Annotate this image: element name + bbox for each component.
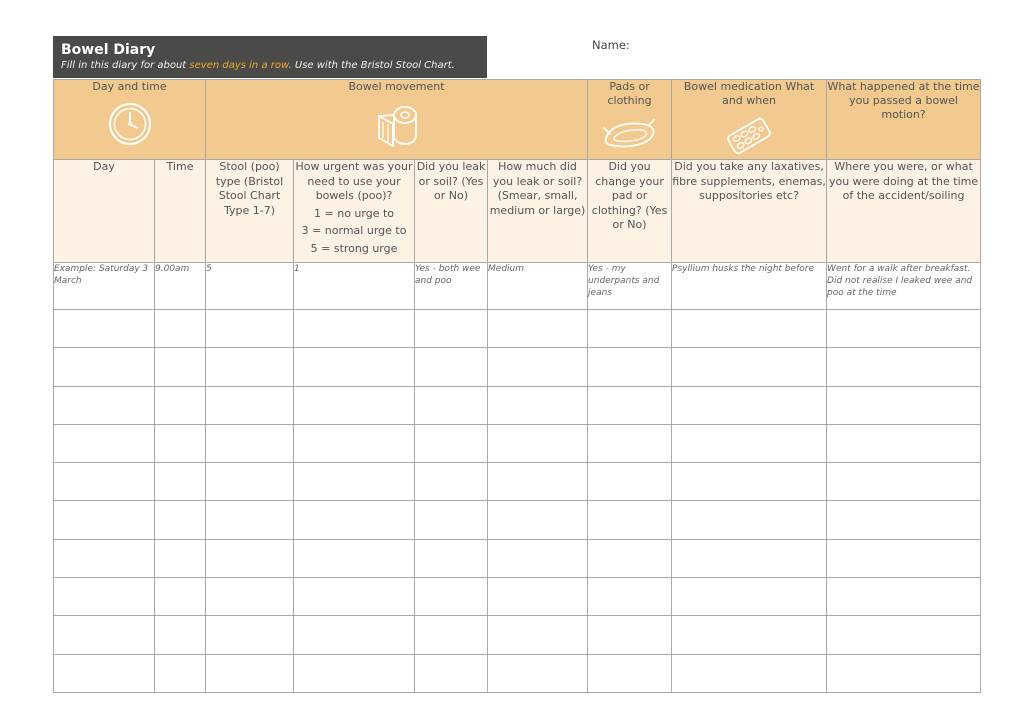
col-stool-type-header: Stool (poo) type (Bristol Stool Chart Type 1-7)	[206, 160, 294, 263]
example-where	[827, 263, 981, 310]
entry-time-cell[interactable]	[155, 539, 206, 577]
entry-where-cell[interactable]	[827, 654, 981, 692]
diary-entry-row[interactable]	[54, 539, 981, 577]
example-leak-amount: Medium	[488, 263, 588, 310]
group-header-row	[54, 80, 981, 160]
entry-change-pad-cell[interactable]	[588, 348, 672, 386]
entry-medication-cell[interactable]	[672, 310, 827, 348]
entry-leak-amount-cell[interactable]	[488, 578, 588, 616]
entry-medication-cell[interactable]	[672, 424, 827, 462]
group-day-time	[54, 80, 206, 160]
entry-leak-cell[interactable]	[415, 578, 488, 616]
entry-leak-cell[interactable]	[415, 424, 488, 462]
entry-stool-type-cell[interactable]	[206, 539, 294, 577]
entry-medication-cell[interactable]	[672, 348, 827, 386]
example-time: 9.00am	[155, 263, 206, 310]
example-day: Example: Saturday 3 March	[54, 263, 155, 310]
entry-where-cell[interactable]	[827, 386, 981, 424]
entry-change-pad-cell[interactable]	[588, 310, 672, 348]
entry-change-pad-cell[interactable]	[588, 578, 672, 616]
entry-urgency-cell[interactable]	[294, 424, 415, 462]
diary-entry-row[interactable]	[54, 348, 981, 386]
col-change-pad-header: Did you change your pad or clothing? (Yes or No)	[588, 160, 672, 263]
example-urgency: 1	[294, 263, 415, 310]
col-time-header: Time	[155, 160, 206, 263]
entry-stool-type-cell[interactable]	[206, 501, 294, 539]
diary-title-box	[53, 36, 487, 78]
entry-where-cell[interactable]	[827, 616, 981, 654]
entry-medication-cell[interactable]	[672, 539, 827, 577]
entry-urgency-cell[interactable]	[294, 463, 415, 501]
page-title: Bowel Diary	[61, 42, 156, 58]
entry-day-cell[interactable]	[54, 501, 155, 539]
diary-entry-row[interactable]	[54, 616, 981, 654]
entry-medication-cell[interactable]	[672, 654, 827, 692]
subtitle-text-2: Use with the Bristol Stool Chart.	[291, 60, 455, 71]
group-bowel-movement-label: Bowel movement	[348, 80, 445, 93]
entry-where-cell[interactable]	[827, 310, 981, 348]
col-where-header: Where you were, or what you were doing at the time of the accident/soiling	[827, 160, 981, 263]
entry-leak-cell[interactable]	[415, 654, 488, 692]
entry-urgency-cell[interactable]	[294, 348, 415, 386]
entry-time-cell[interactable]	[155, 310, 206, 348]
entry-change-pad-cell[interactable]	[588, 501, 672, 539]
urgency-question: How urgent was your need to use your bowels (poo)?	[295, 160, 413, 202]
entry-time-cell[interactable]	[155, 616, 206, 654]
entry-time-cell[interactable]	[155, 463, 206, 501]
example-stool-type: 5	[206, 263, 294, 310]
entry-leak-amount-cell[interactable]	[488, 424, 588, 462]
diary-entry-row[interactable]	[54, 654, 981, 692]
entry-medication-cell[interactable]	[672, 578, 827, 616]
entry-medication-cell[interactable]	[672, 463, 827, 501]
page-subtitle	[61, 59, 479, 73]
group-pads	[588, 80, 672, 160]
entry-leak-cell[interactable]	[415, 463, 488, 501]
entry-urgency-cell[interactable]	[294, 539, 415, 577]
entry-leak-cell[interactable]	[415, 616, 488, 654]
col-medication-header: Did you take any laxatives, fibre supplements, enemas, suppositories etc?	[672, 160, 827, 263]
entry-leak-amount-cell[interactable]	[488, 463, 588, 501]
entry-leak-cell[interactable]	[415, 539, 488, 577]
sub-header-row	[54, 160, 981, 263]
entry-day-cell[interactable]	[54, 539, 155, 577]
pill-pack-icon	[724, 116, 774, 156]
col-urgency-header	[294, 160, 415, 263]
group-pads-label: Pads or clothing	[607, 80, 652, 107]
group-what-happened-label: What happened at the time you passed a bowel motion?	[827, 80, 980, 121]
entry-time-cell[interactable]	[155, 501, 206, 539]
entry-change-pad-cell[interactable]	[588, 386, 672, 424]
entry-urgency-cell[interactable]	[294, 501, 415, 539]
entry-medication-cell[interactable]	[672, 501, 827, 539]
entry-time-cell[interactable]	[155, 386, 206, 424]
entry-time-cell[interactable]	[155, 654, 206, 692]
entry-change-pad-cell[interactable]	[588, 424, 672, 462]
urgency-scale-1: 1 = no urge to	[314, 206, 395, 220]
entry-day-cell[interactable]	[54, 348, 155, 386]
entry-stool-type-cell[interactable]	[206, 386, 294, 424]
entry-stool-type-cell[interactable]	[206, 578, 294, 616]
entry-leak-cell[interactable]	[415, 310, 488, 348]
group-what-happened	[827, 80, 981, 160]
example-leak: Yes - both wee and poo	[415, 263, 488, 310]
entry-change-pad-cell[interactable]	[588, 539, 672, 577]
entry-day-cell[interactable]	[54, 386, 155, 424]
entry-leak-cell[interactable]	[415, 501, 488, 539]
entry-leak-cell[interactable]	[415, 386, 488, 424]
entry-day-cell[interactable]	[54, 463, 155, 501]
entry-where-cell[interactable]	[827, 501, 981, 539]
entry-medication-cell[interactable]	[672, 616, 827, 654]
entry-day-cell[interactable]	[54, 654, 155, 692]
entry-leak-amount-cell[interactable]	[488, 348, 588, 386]
entry-leak-amount-cell[interactable]	[488, 310, 588, 348]
subtitle-highlight: seven days in a row.	[189, 60, 292, 71]
entry-urgency-cell[interactable]	[294, 578, 415, 616]
group-day-time-label: Day and time	[92, 80, 167, 93]
example-where-line-2: Did not realise I leaked wee and	[827, 276, 973, 286]
urgency-scale-5: 5 = strong urge	[310, 241, 398, 255]
diary-entry-row[interactable]	[54, 578, 981, 616]
example-medication: Psyllium husks the night before	[672, 263, 827, 310]
urgency-scale-3: 3 = normal urge to	[301, 224, 407, 237]
entry-urgency-cell[interactable]	[294, 386, 415, 424]
diary-table	[53, 79, 981, 693]
entry-stool-type-cell[interactable]	[206, 463, 294, 501]
entry-stool-type-cell[interactable]	[206, 424, 294, 462]
diary-entry-row[interactable]	[54, 501, 981, 539]
entry-leak-amount-cell[interactable]	[488, 539, 588, 577]
group-medication-label: Bowel medication What and when	[683, 80, 815, 107]
entry-medication-cell[interactable]	[672, 386, 827, 424]
example-row	[54, 263, 981, 310]
example-change-pad: Yes - my underpants and jeans	[588, 263, 672, 310]
entry-leak-amount-cell[interactable]	[488, 501, 588, 539]
entry-where-cell[interactable]	[827, 424, 981, 462]
entry-urgency-cell[interactable]	[294, 310, 415, 348]
col-day-header: Day	[54, 160, 155, 263]
entry-where-cell[interactable]	[827, 463, 981, 501]
subtitle-text-1: Fill in this diary for about	[61, 60, 190, 71]
diary-entry-row[interactable]	[54, 424, 981, 462]
entry-change-pad-cell[interactable]	[588, 616, 672, 654]
entry-leak-amount-cell[interactable]	[488, 616, 588, 654]
toilet-roll-icon	[373, 102, 421, 148]
example-where-line-1: Went for a walk after breakfast.	[827, 264, 971, 274]
entry-where-cell[interactable]	[827, 539, 981, 577]
entry-where-cell[interactable]	[827, 348, 981, 386]
clock-icon	[108, 102, 152, 146]
entry-day-cell[interactable]	[54, 616, 155, 654]
entry-urgency-cell[interactable]	[294, 616, 415, 654]
example-where-line-3: poo at the time	[827, 288, 897, 298]
name-label: Name:	[592, 38, 630, 52]
entry-day-cell[interactable]	[54, 424, 155, 462]
entry-stool-type-cell[interactable]	[206, 654, 294, 692]
col-leak-amount-header: How much did you leak or soil? (Smear, small, medium or large)	[488, 160, 588, 263]
entry-leak-cell[interactable]	[415, 348, 488, 386]
diary-entry-row[interactable]	[54, 386, 981, 424]
entry-time-cell[interactable]	[155, 348, 206, 386]
entry-stool-type-cell[interactable]	[206, 348, 294, 386]
entry-change-pad-cell[interactable]	[588, 654, 672, 692]
entry-day-cell[interactable]	[54, 578, 155, 616]
group-medication	[672, 80, 827, 160]
diary-entry-row[interactable]	[54, 463, 981, 501]
entry-time-cell[interactable]	[155, 578, 206, 616]
col-leak-header: Did you leak or soil? (Yes or No)	[415, 160, 488, 263]
group-bowel-movement	[206, 80, 588, 160]
entry-stool-type-cell[interactable]	[206, 616, 294, 654]
entry-leak-amount-cell[interactable]	[488, 654, 588, 692]
entry-leak-amount-cell[interactable]	[488, 386, 588, 424]
diary-entry-row[interactable]	[54, 310, 981, 348]
entry-time-cell[interactable]	[155, 424, 206, 462]
entry-where-cell[interactable]	[827, 578, 981, 616]
pad-icon	[602, 116, 658, 152]
entry-stool-type-cell[interactable]	[206, 310, 294, 348]
entry-urgency-cell[interactable]	[294, 654, 415, 692]
entry-change-pad-cell[interactable]	[588, 463, 672, 501]
entry-day-cell[interactable]	[54, 310, 155, 348]
